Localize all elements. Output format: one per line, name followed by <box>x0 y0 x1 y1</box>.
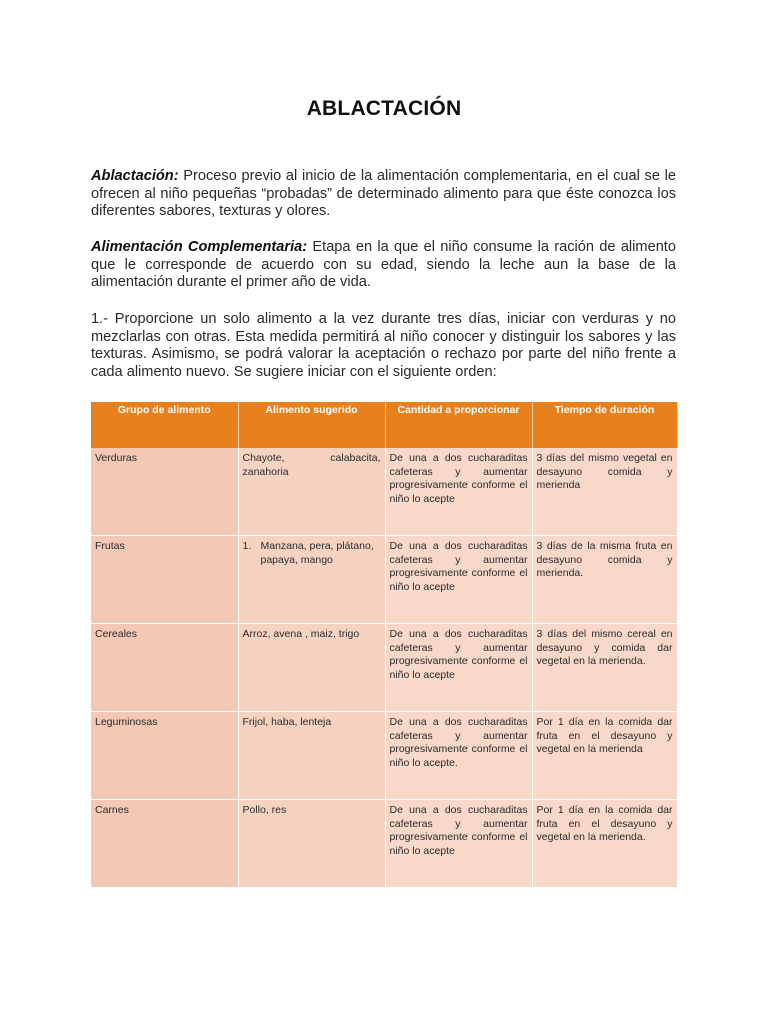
food-introduction-table <box>91 402 678 888</box>
cell-duration: Por 1 día en la comida dar fruta en el desayuno y vegetal en la merienda. <box>532 800 677 888</box>
page-title: ABLACTACIÓN <box>306 97 462 120</box>
definition-text: Proceso previo al inicio de la alimentación complementaria, en el cual se le ofrecen al niño pequeñas “probadas” de determinado alimento para que éste conozca los diferentes sabores, texturas y olores. <box>91 168 676 220</box>
term-alimentacion-complementaria: Alimentación Complementaria: <box>91 239 308 255</box>
cell-amount: De una a dos cucharaditas cafeteras y aumentar progresivamente conforme el niño lo acepte <box>385 800 532 888</box>
table-row <box>91 624 677 712</box>
list-text: Manzana, pera, plátano, papaya, mango <box>260 540 374 566</box>
cell-amount: De una a dos cucharaditas cafeteras y aumentar progresivamente conforme el niño lo acepte. <box>385 712 532 800</box>
cell-duration: 3 días de la misma fruta en desayuno comida y merienda. <box>532 536 677 624</box>
column-header: Cantidad a proporcionar <box>385 402 532 448</box>
cell-amount: De una a dos cucharaditas cafeteras y aumentar progresivamente conforme el niño lo acepte <box>385 624 532 712</box>
column-header: Tiempo de duración <box>532 402 677 448</box>
table-header-row <box>91 402 677 448</box>
instruction-paragraph: 1.- Proporcione un solo alimento a la vez durante tres días, iniciar con verduras y no mezclarlas con otras. Esta medida permitirá al niño conocer y distinguir los sabores y las texturas. Asimismo, se podrá valorar la aceptación o rechazo por parte del niño frente a cada alimento nuevo. Se sugiere iniciar con el siguiente orden: <box>91 311 676 380</box>
definition-ablactacion <box>91 168 676 221</box>
table-row <box>91 448 677 536</box>
numbered-list-item <box>243 540 381 567</box>
column-header: Alimento sugerido <box>238 402 385 448</box>
cell-group: Cereales <box>91 624 238 712</box>
cell-group: Carnes <box>91 800 238 888</box>
term-ablactacion: Ablactación: <box>91 168 179 184</box>
cell-duration: 3 días del mismo vegetal en desayuno comida y merienda <box>532 448 677 536</box>
column-header: Grupo de alimento <box>91 402 238 448</box>
cell-group: Frutas <box>91 536 238 624</box>
cell-food: Pollo, res <box>238 800 385 888</box>
cell-group: Verduras <box>91 448 238 536</box>
cell-food: Chayote, calabacita, zanahoria <box>238 448 385 536</box>
cell-food <box>238 536 385 624</box>
list-number: 1. <box>242 540 252 552</box>
cell-food: Arroz, avena , maiz, trigo <box>238 624 385 712</box>
table-row <box>91 712 677 800</box>
table-row <box>91 536 677 624</box>
definition-text: Etapa en la que el niño consume la ración de alimento que le corresponde de acuerdo con su edad, siendo la leche aun la base de la alimentación durante el primer año de vida. <box>91 239 676 291</box>
cell-duration: 3 días del mismo cereal en desayuno y comida dar vegetal en la merienda. <box>532 624 677 712</box>
table-row <box>91 800 677 888</box>
cell-food: Frijol, haba, lenteja <box>238 712 385 800</box>
cell-group: Leguminosas <box>91 712 238 800</box>
cell-amount: De una a dos cucharaditas cafeteras y aumentar progresivamente conforme el niño lo acepte <box>385 536 532 624</box>
cell-duration: Por 1 día en la comida dar fruta en el desayuno y vegetal en la merienda <box>532 712 677 800</box>
definition-alimentacion-complementaria <box>91 239 676 292</box>
cell-amount: De una a dos cucharaditas cafeteras y aumentar progresivamente conforme el niño lo acepte <box>385 448 532 536</box>
